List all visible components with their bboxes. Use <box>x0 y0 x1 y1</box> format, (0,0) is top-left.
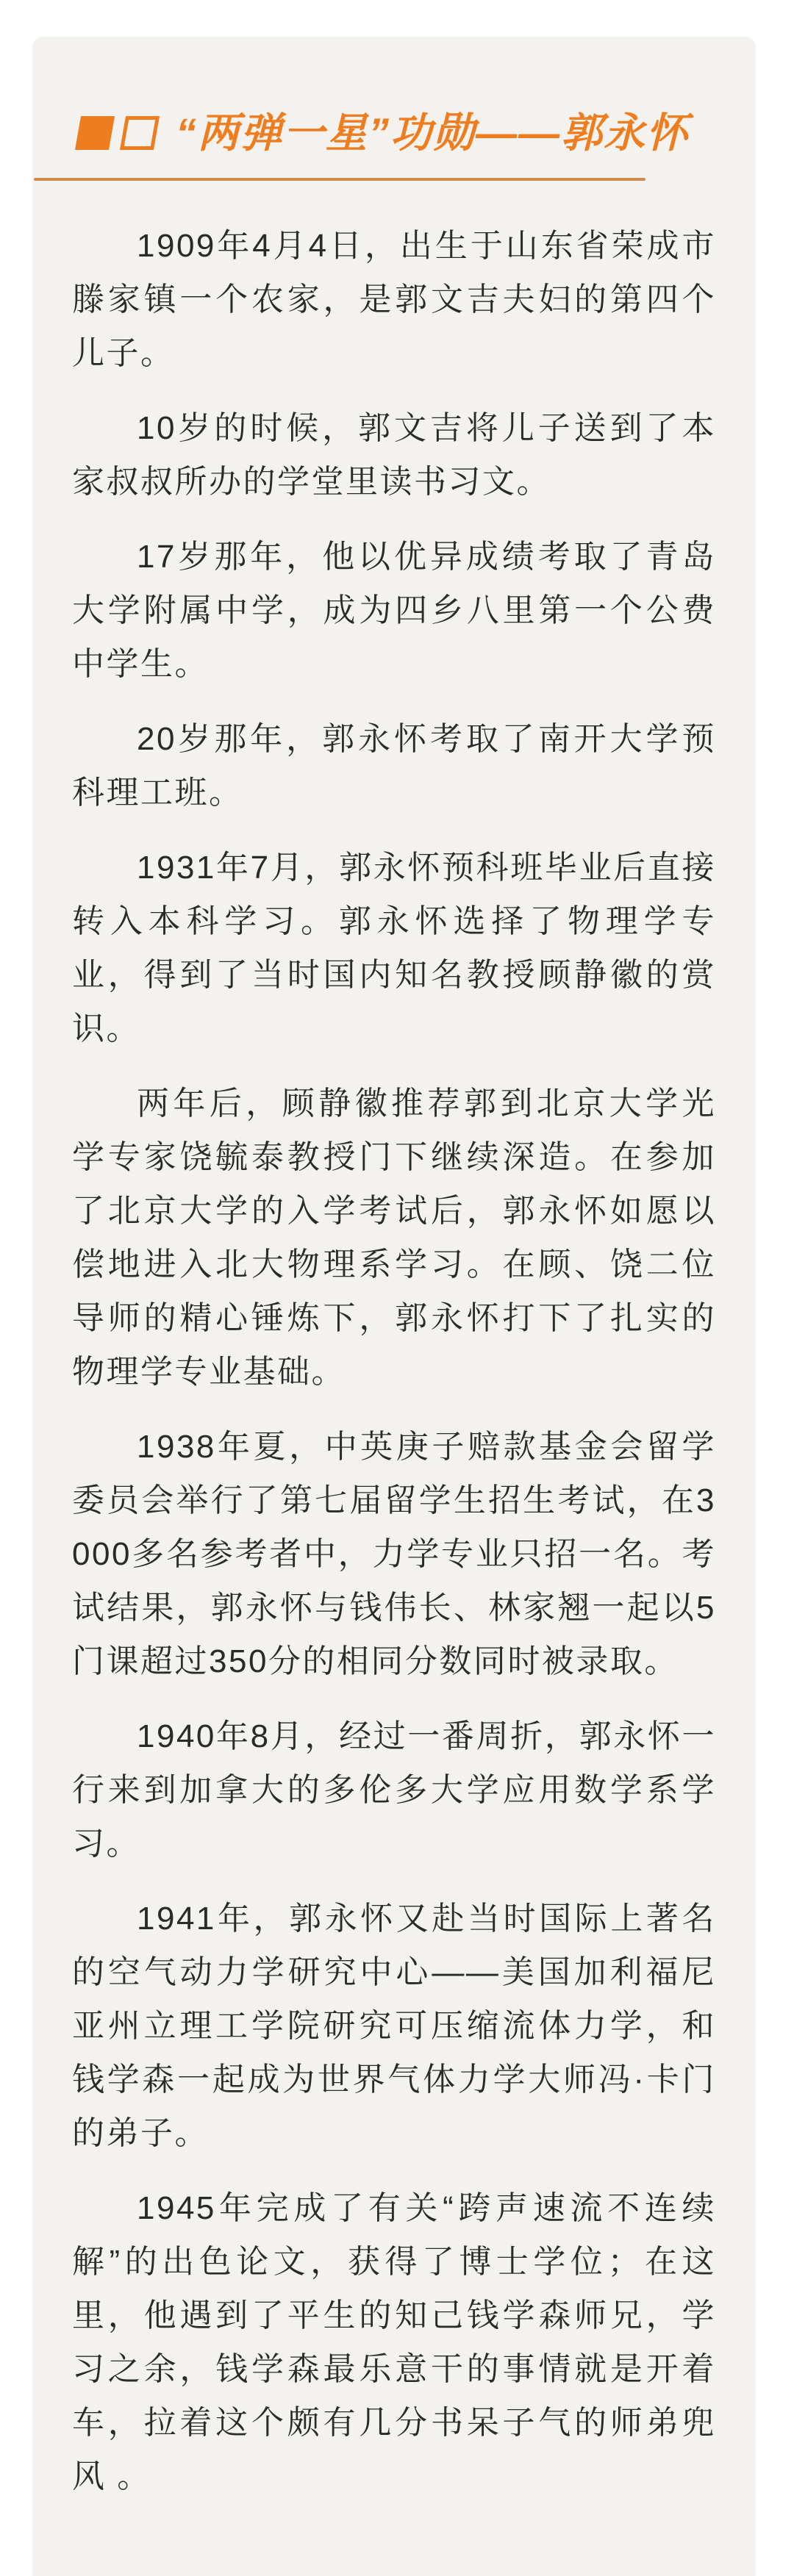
title-underline-divider <box>34 178 645 181</box>
page <box>0 37 794 2576</box>
page-title: “两弹一星”功勋——郭永怀 <box>176 110 689 156</box>
outline-square-icon <box>120 116 160 150</box>
title-header <box>78 110 716 156</box>
paragraph: 1940年8月，经过一番周折，郭永怀一行来到加拿大的多伦多大学应用数学系学习。 <box>72 1718 716 1862</box>
article-card <box>32 37 756 2576</box>
paragraph: 1931年7月，郭永怀预科班毕业后直接转入本科学习。郭永怀选择了物理学专业，得到了当时国内知名教授顾静徽的赏识。 <box>72 850 716 1047</box>
paragraph: 两年后，顾静徽推荐郭到北京大学光学专家饶毓泰教授门下继续深造。在参加了北京大学的入学考试后，郭永怀如愿以偿地进入北大物理系学习。在顾、饶二位导师的精心锤炼下，郭永怀打下了扎实的物理学专业基础。 <box>72 1086 716 1390</box>
paragraph: 1941年，郭永怀又赴当时国际上著名的空气动力学研究中心——美国加利福尼亚州立理工学院研究可压缩流体力学，和钱学森一起成为世界气体力学大师冯·卡门的弟子。 <box>72 1901 716 2151</box>
paragraph: 17岁那年，他以优异成绩考取了青岛大学附属中学，成为四乡八里第一个公费中学生。 <box>72 539 716 682</box>
paragraph: 1909年4月4日，出生于山东省荣成市滕家镇一个农家，是郭文吉夫妇的第四个儿子。 <box>72 228 716 371</box>
paragraph: 10岁的时候，郭文吉将儿子送到了本家叔叔所办的学堂里读书习文。 <box>72 410 716 500</box>
article-body <box>72 219 716 2503</box>
paragraph: 1945年完成了有关“跨声速流不连续解”的出色论文，获得了博士学位；在这里，他遇到了平生的知己钱学森师兄，学习之余，钱学森最乐意干的事情就是开着车，拉着这个颇有几分书呆子气的师弟兜风 。 <box>72 2190 716 2494</box>
paragraph: 1938年夏，中英庚子赔款基金会留学委员会举行了第七届留学生招生考试，在3000多名参考者中，力学专业只招一名。考试结果，郭永怀与钱伟长、林家翘一起以5门课超过350分的相同分数同时被录取。 <box>72 1429 716 1679</box>
filled-square-icon <box>75 116 115 150</box>
paragraph: 20岁那年，郭永怀考取了南开大学预科理工班。 <box>72 721 716 811</box>
